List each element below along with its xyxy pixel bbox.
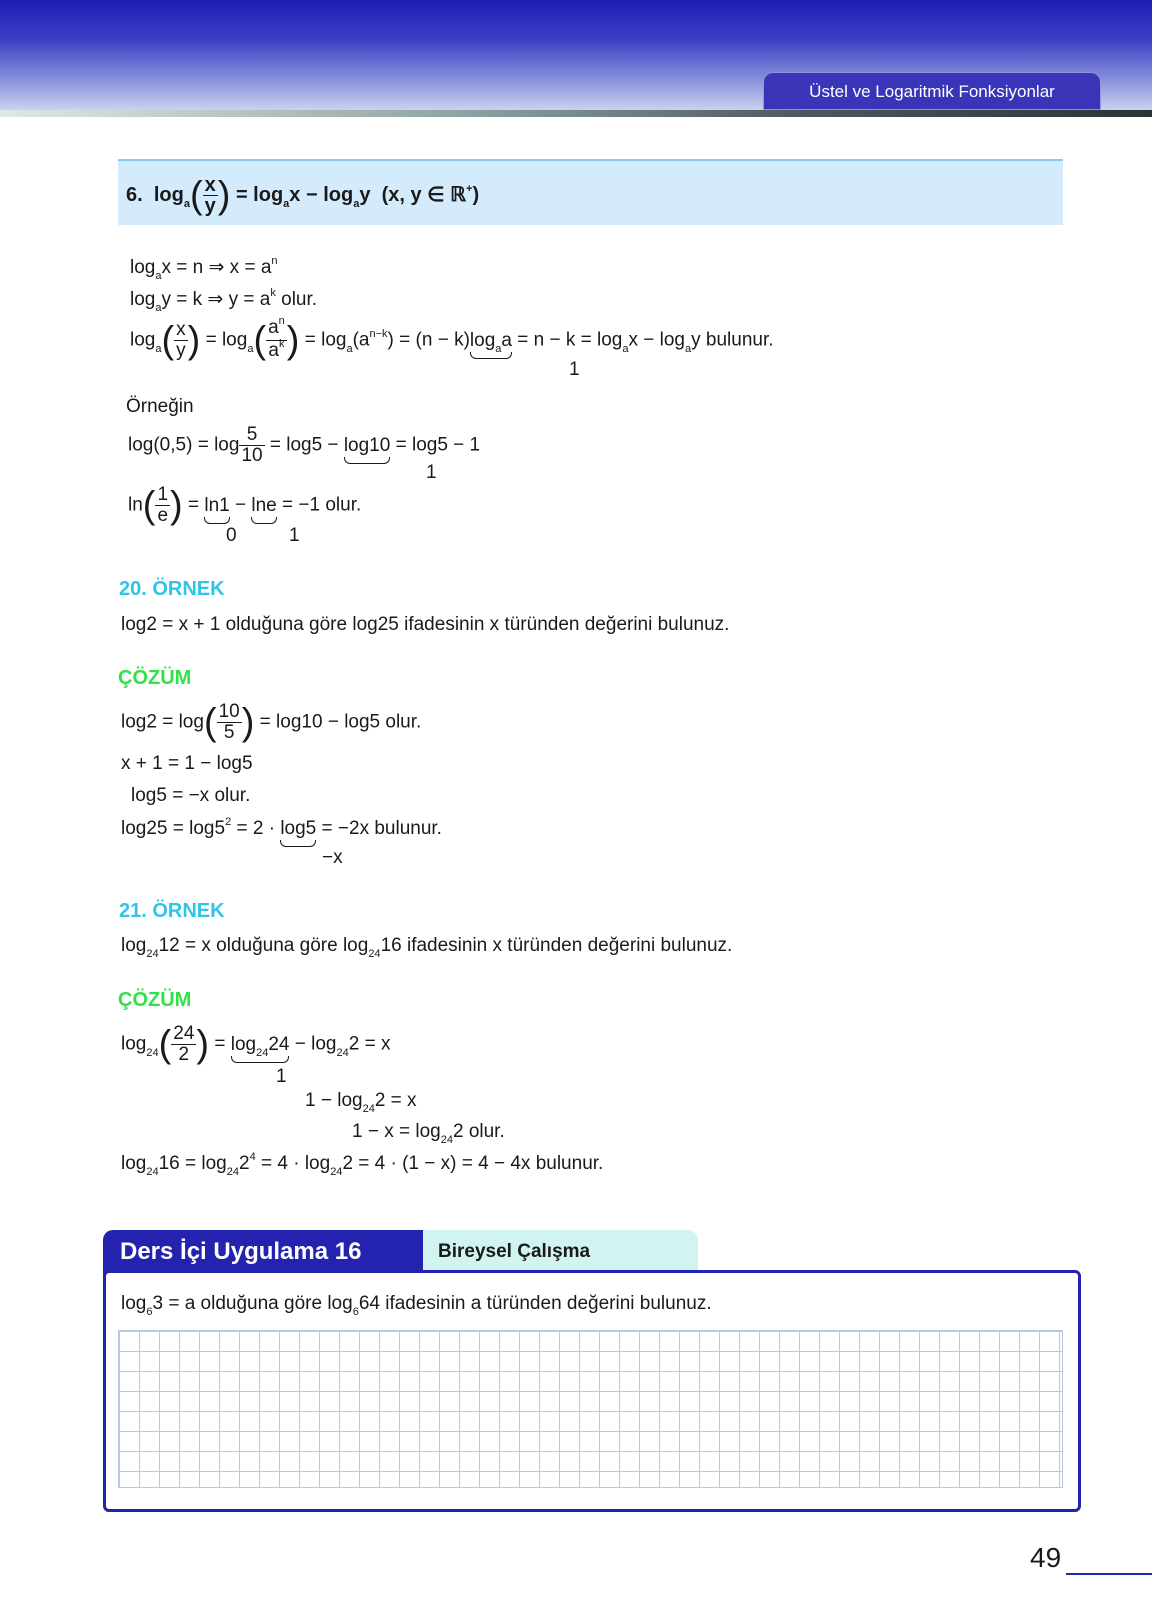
underbrace: log10 (343, 434, 391, 456)
application-tab: Ders İçi Uygulama 16 (103, 1230, 423, 1274)
page-number-rule (1066, 1573, 1152, 1575)
header-rule (0, 110, 1152, 117)
underbrace: lne (251, 494, 277, 516)
solution-21-line-2: $1 - \log_{24}2 = x$ (305, 1090, 417, 1115)
underbrace: $\log_{24}24$ (230, 1033, 290, 1059)
solution-21-line-4: $\log_{24}16 = \log_{24}2^4 = 4 \cdot \log_{24}2 = 4 \cdot (1 - x) = 4 - 4x$ bulunur. (121, 1151, 604, 1178)
underbrace-value: 1 (289, 525, 300, 546)
example-line-1: log(0,5) = log $\frac{5}{10}$ = log5 − log10 = log5 − 1 (128, 424, 481, 466)
application-question: $\log_63 = a$ olduğuna göre $\log_664$ ifadesinin a türünden değerini bulunuz. (121, 1293, 712, 1318)
solution-21-line-1: $\log_{24}$( $\frac{24}{2}$ ) = $\log_{24}24 - \log_{24}2 = x$ (121, 1023, 391, 1066)
proof-line-3: $\log_a$( $\frac{x}{y}$ ) = $\log_a$( $\frac{a^n}{a^k}$ ) = $\log_a(a^{n-k}) = (n - k)\log_aa = n - k = \log_ax - \log_ay$ bulunur. (130, 315, 774, 362)
solution-20-line-4: $\log 25 = \log 5^2 = 2 \cdot \log 5 = -2x$ bulunur. (121, 816, 442, 839)
individual-work-tab: Bireysel Çalışma (423, 1230, 698, 1274)
chapter-title: Üstel ve Logaritmik Fonksiyonlar (763, 72, 1101, 110)
solution-20-line-1: log2 = log( $\frac{10}{5}$ ) = log10 − log5 olur. (121, 701, 422, 744)
example-21-question: $\log_{24}12 = x$ olduğuna göre $\log_{24}16$ ifadesinin x türünden değerini bulunuz. (121, 935, 733, 960)
solution-20-line-2: x + 1 = 1 − log5 (121, 753, 253, 774)
solution-20-line-3: log5 = −x olur. (131, 785, 251, 806)
underbrace-value: −x (322, 847, 343, 868)
example-label: Örneğin (126, 396, 194, 417)
page-number: 49 (1030, 1542, 1062, 1573)
example-21-title: 21. ÖRNEK (119, 900, 225, 922)
answer-grid[interactable] (118, 1330, 1063, 1488)
proof-line-1: $\log_ax = n$ ⇒ $x = a^n$ (130, 255, 278, 282)
solution-20-title: ÇÖZÜM (118, 667, 192, 689)
solution-21-title: ÇÖZÜM (118, 989, 192, 1011)
underbrace-value: 1 (426, 462, 437, 483)
underbrace-value: 1 (276, 1066, 287, 1087)
example-20-title: 20. ÖRNEK (119, 578, 225, 600)
proof-line-2: $\log_ay = k$ ⇒ $y = a^k$ olur. (130, 287, 318, 314)
underbrace: log5 (280, 818, 317, 839)
underbrace-value: 0 (226, 525, 237, 546)
underbrace: ln1 (204, 494, 230, 516)
rule-formula: 6. $\log_a$( $\frac{x}{y}$ ) = $\log_ax - \log_ay$ (x, y ∈ ℝ+) (126, 174, 480, 217)
example-20-question: log2 = x + 1 olduğuna göre log25 ifadesinin x türünden değerini bulunuz. (121, 614, 730, 635)
solution-21-line-3: $1 - x = \log_{24}2$ olur. (352, 1121, 505, 1146)
underbrace: $\log_aa$ (469, 329, 512, 355)
rule-box (118, 159, 1063, 225)
underbrace-value: 1 (569, 359, 580, 380)
example-line-2: ln( $\frac{1}{e}$ ) = ln1 − lne = −1 olur. (128, 484, 362, 527)
